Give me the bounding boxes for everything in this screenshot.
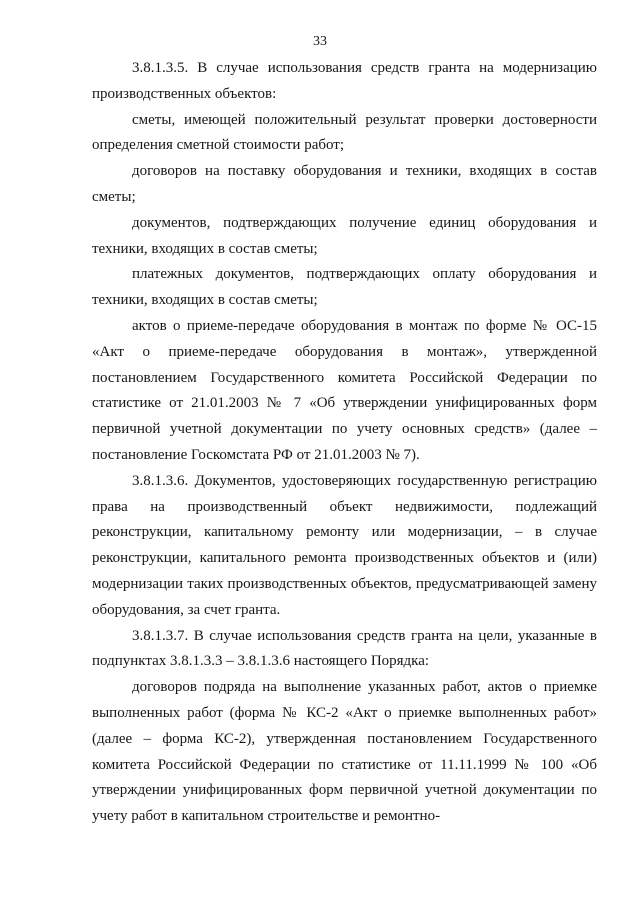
paragraph-equipment-receipt-docs: документов, подтверждающих получение единиц оборудования и техники, входящих в состав сметы; xyxy=(92,214,597,257)
paragraph-contracts-ks-2: договоров подряда на выполнение указанных работ, актов о приемке выполненных работ (форма № КС-2 «Акт о приемке выполненных работ» (далее – форма КС-2), утвержденная постановлением Государственного комитета Российской Федерации по статистике от 11.11.1999 № 100 «Об утверждении унифицированных форм первичной учетной документации по учету работ в капитальном строительстве и ремонтно- xyxy=(92,679,597,825)
paragraph-payment-docs: платежных документов, подтверждающих оплату оборудования и техники, входящих в состав сметы; xyxy=(92,266,597,309)
paragraph-supply-contracts: договоров на поставку оборудования и техники, входящих в состав сметы; xyxy=(92,163,597,205)
paragraph-3-8-1-3-7: 3.8.1.3.7. В случае использования средств гранта на цели, указанные в подпунктах 3.8.1.3.3 – 3.8.1.3.6 настоящего Порядка: xyxy=(92,627,597,670)
paragraph-estimate: сметы, имеющей положительный результат проверки достоверности определения сметной стоимости работ; xyxy=(92,111,597,154)
document-body xyxy=(92,56,597,830)
paragraph-os-15-acts: актов о приеме-передаче оборудования в монтаж по форме № ОС-15 «Акт о приеме-передаче оборудования в монтаж», утвержденной постановлением Государственного комитета Российской Федерации по статистике от 21.01.2003 № 7 «Об утверждении унифицированных форм первичной учетной документации по учету основных средств» (далее – постановление Госкомстата РФ от 21.01.2003 № 7). xyxy=(92,317,597,463)
paragraph-3-8-1-3-5: 3.8.1.3.5. В случае использования средств гранта на модернизацию производственных объектов: xyxy=(92,60,597,102)
paragraph-3-8-1-3-6: 3.8.1.3.6. Документов, удостоверяющих государственную регистрацию права на производственный объект недвижимости, подлежащий реконструкции, капитальному ремонту или модернизации, – в случае реконструкции, капитального ремонта производственных объектов и (или) модернизации таких производственных объектов, предусматривающей замену оборудования, за счет гранта. xyxy=(92,472,597,618)
page-number: 33 xyxy=(313,34,327,49)
